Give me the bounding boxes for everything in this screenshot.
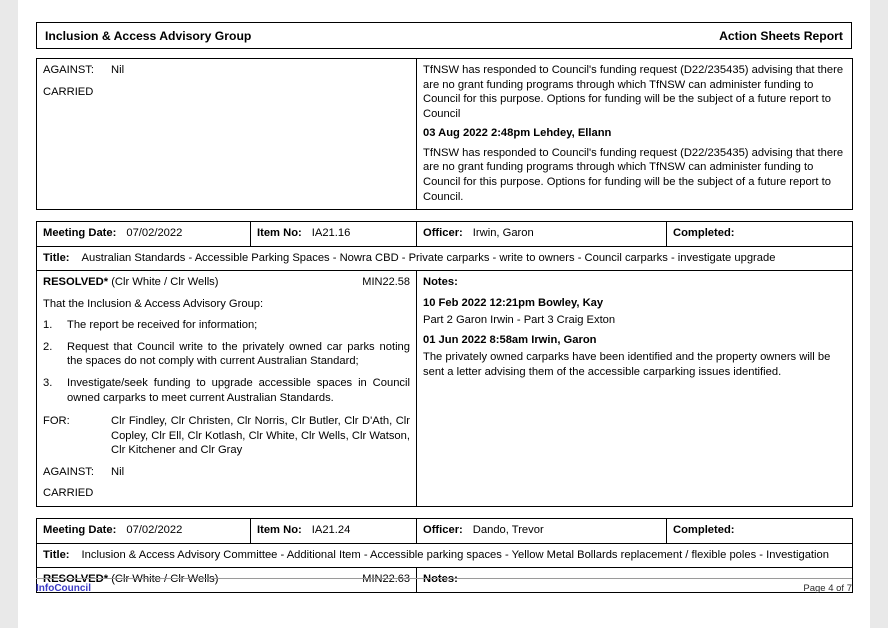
meeting-date-cell: [37, 518, 251, 543]
item-no-value: IA21.24: [311, 523, 351, 536]
completed-label: Completed:: [673, 227, 735, 240]
officer-value: Dando, Trevor: [472, 523, 544, 536]
completed-value: [735, 227, 745, 239]
against-row: [43, 465, 410, 480]
notes-label: Notes:: [423, 573, 458, 586]
meeting-date-value: 07/02/2022: [126, 227, 183, 240]
list-item-number: 2.: [43, 340, 53, 353]
block-spacer: [36, 210, 852, 221]
title-label: Title:: [43, 548, 70, 561]
list-item: [43, 340, 410, 369]
officer-cell: [417, 222, 667, 247]
meeting-date-value: 07/02/2022: [126, 523, 183, 536]
notes-label: Notes:: [423, 276, 458, 289]
for-value: Clr Findley, Clr Christen, Clr Norris, Clr Butler, Clr D'Ath, Clr Copley, Clr Ell, Clr Kotlash, Clr White, Clr Wells, Clr Watson, Clr Kitchener and Clr Gray: [111, 415, 410, 457]
carried-text: CARRIED: [43, 487, 94, 500]
item-no-cell: [251, 518, 417, 543]
resolved-movers: (Clr White / Clr Wells): [111, 276, 219, 289]
header-report-title: Action Sheets Report: [719, 28, 843, 43]
resolved-label: RESOLVED*: [43, 276, 109, 289]
list-item-text: The report be received for information;: [67, 319, 258, 332]
list-item-text: Request that Council write to the privately owned car parks noting the spaces do not comply with current Australian Standard;: [67, 340, 410, 368]
resolution-cell: [37, 271, 417, 507]
for-row: [43, 414, 410, 458]
officer-label: Officer:: [423, 227, 463, 240]
list-item: [43, 318, 410, 333]
completed-label: Completed:: [673, 523, 735, 536]
note-body: TfNSW has responded to Council's funding request (D22/235435) advising that there are no grant funding programs through which TfNSW can administer funding to Council for this purpose. Options for funding will be the subject of a future report to Council: [423, 64, 844, 120]
table-row: [37, 271, 853, 507]
against-row: [43, 63, 410, 78]
note-body: Part 2 Garon Irwin - Part 3 Craig Exton: [423, 314, 616, 327]
table-row: [37, 59, 853, 210]
item-block-ia2116: [36, 221, 853, 271]
infocouncil-brand: InfoCouncil: [36, 583, 91, 594]
item-title-row: [37, 543, 853, 568]
continued-notes-cell: [417, 59, 853, 210]
list-item-number: 1.: [43, 319, 53, 332]
item-no-cell: [251, 222, 417, 247]
completed-cell: [667, 222, 853, 247]
title-cell: [37, 246, 853, 271]
officer-cell: [417, 518, 667, 543]
against-value: Nil: [111, 465, 125, 478]
continued-item-block: [36, 58, 853, 210]
item-body-ia2116: [36, 270, 853, 507]
list-item-number: 3.: [43, 377, 53, 389]
resolved-header: [43, 275, 410, 290]
officer-value: Irwin, Garon: [472, 227, 534, 240]
meeting-date-label: Meeting Date:: [43, 227, 117, 240]
resolved-label: RESOLVED*: [43, 573, 109, 586]
min-reference: MIN22.58: [362, 276, 410, 289]
item-meta-row: [37, 518, 853, 543]
against-label: AGAINST:: [43, 465, 94, 478]
title-label: Title:: [43, 251, 70, 264]
title-value: Australian Standards - Accessible Parking Spaces - Nowra CBD - Private carparks - write to owners - Council carparks - investigate upgrade: [81, 251, 776, 264]
title-cell: [37, 543, 853, 568]
meeting-date-label: Meeting Date:: [43, 523, 117, 536]
report-header: [36, 22, 852, 49]
list-item: [43, 376, 410, 405]
item-no-value: IA21.16: [311, 227, 351, 240]
continued-resolution-cell: [37, 59, 417, 210]
carried-text: CARRIED: [43, 85, 94, 98]
note-stamp: 03 Aug 2022 2:48pm Lehdey, Ellann: [423, 127, 612, 140]
against-value: Nil: [111, 64, 125, 76]
report-sheet: [36, 22, 852, 593]
title-value: Inclusion & Access Advisory Committee - Additional Item - Accessible parking spaces - Yellow Metal Bollards replacement / flexible poles - Investigation: [81, 548, 829, 561]
list-item-text: Investigate/seek funding to upgrade accessible spaces in Council owned carparks to meet current Australian Standards.: [67, 377, 410, 404]
note-body: The privately owned carparks have been identified and the property owners will be sent a letter advising them of the accessible carparking issues identified.: [423, 351, 831, 378]
meeting-date-cell: [37, 222, 251, 247]
completed-cell: [667, 518, 853, 543]
note-stamp: 01 Jun 2022 8:58am Irwin, Garon: [423, 333, 597, 346]
item-no-label: Item No:: [257, 227, 302, 240]
note-stamp: 10 Feb 2022 12:21pm Bowley, Kay: [423, 296, 604, 309]
block-spacer: [36, 507, 852, 518]
header-committee-name: Inclusion & Access Advisory Group: [45, 28, 252, 43]
resolution-intro: That the Inclusion & Access Advisory Group:: [43, 297, 264, 310]
resolution-points: [43, 318, 410, 405]
against-label: AGAINST:: [43, 64, 94, 76]
page-number: Page 4 of 7: [803, 583, 852, 594]
note-body: TfNSW has responded to Council's funding request (D22/235435) advising that there are no grant funding programs through which TfNSW can administer funding to Council for this purpose. Options for funding will be the subject of a future report to Council.: [423, 146, 844, 203]
resolved-movers: (Clr White / Clr Wells): [111, 573, 219, 586]
completed-value: [735, 524, 745, 536]
item-block-ia2124: [36, 518, 853, 568]
min-reference: MIN22.63: [362, 573, 410, 586]
page-footer: [36, 578, 852, 594]
item-no-label: Item No:: [257, 523, 302, 536]
item-title-row: [37, 246, 853, 271]
notes-cell: [417, 271, 853, 507]
item-meta-row: [37, 222, 853, 247]
for-label: FOR:: [43, 415, 70, 428]
officer-label: Officer:: [423, 523, 463, 536]
document-page: [18, 0, 870, 628]
